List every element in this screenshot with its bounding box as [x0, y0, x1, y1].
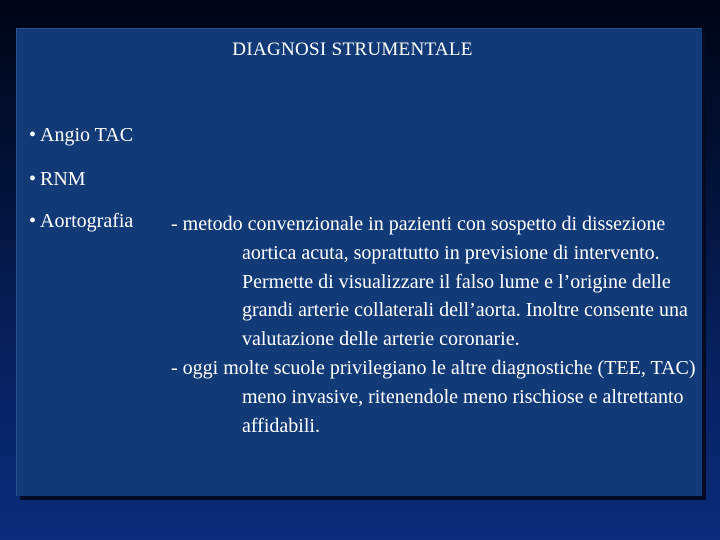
bullet-marker: •: [29, 210, 37, 232]
bullet-aortografia: [29, 210, 133, 233]
bullet-label: Angio TAC: [40, 124, 134, 146]
description-paragraph: - metodo convenzionale in pazienti con sospetto di dissezione aortica acuta, soprattutto in previsione di intervento. Permette di visualizzare il falso lume e l’origine delle grandi arterie collaterali dell’aorta. Inoltre consente una valutazione delle arterie coronarie.: [171, 213, 688, 351]
bullet-marker: •: [29, 168, 37, 190]
bullet-label: Aortografia: [40, 210, 134, 232]
bullet-label: RNM: [40, 168, 86, 190]
slide-panel: [16, 28, 702, 496]
aortografia-description: [171, 210, 699, 440]
slide-title: [17, 39, 702, 61]
bullet-marker: •: [29, 124, 37, 146]
description-paragraph: - oggi molte scuole privilegiano le altre diagnostiche (TEE, TAC) meno invasive, ritenendole meno rischiose e altrettanto affidabili.: [171, 356, 696, 437]
slide-title-text: DIAGNOSI STRUMENTALE: [232, 39, 473, 60]
bullet-angio-tac: [29, 124, 133, 147]
bullet-rnm: [29, 168, 86, 191]
